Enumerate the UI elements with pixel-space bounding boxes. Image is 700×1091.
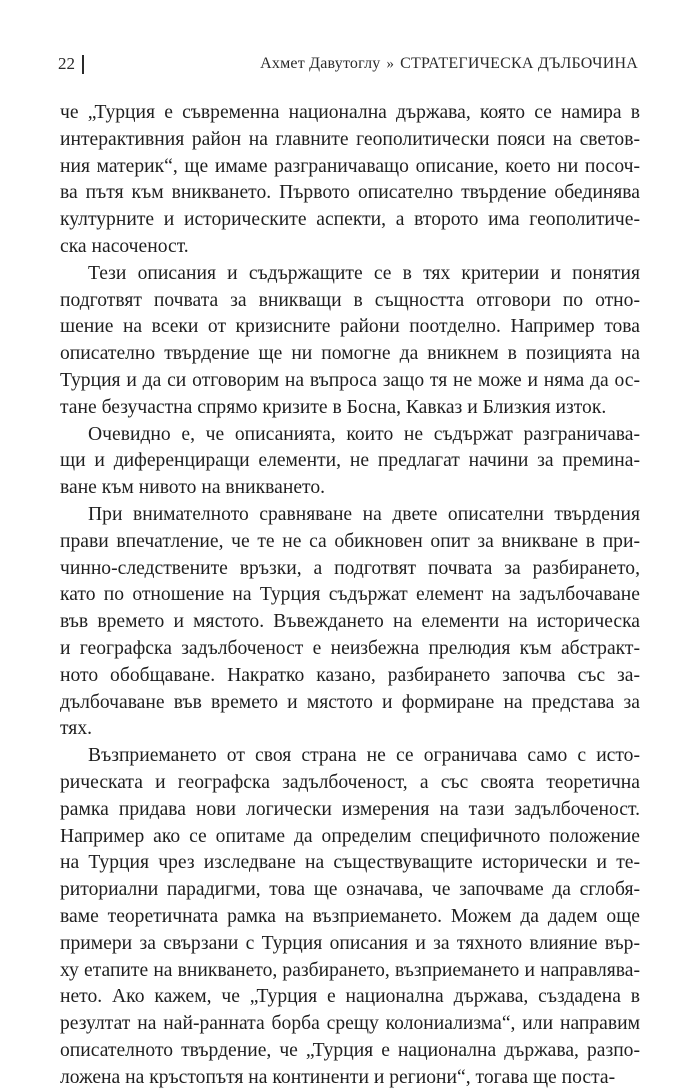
text-line: рамка придава нови логически измерения на тази задълбоченост. (60, 798, 640, 820)
text-line: културните и историческите аспекти, а второто има геополитиче- (60, 209, 640, 231)
text-line: Например ако се опитаме да определим специфичното положение (60, 825, 640, 847)
book-title: СТРАТЕГИЧЕСКА ДЪЛБОЧИНА (400, 55, 638, 72)
text-line: прави впечатление, че те не са обикновен опит за вникване в при- (60, 530, 640, 552)
text-line: Турция и да си отговорим на въпроса защо тя не може и няма да ос- (60, 369, 640, 391)
paragraph (60, 261, 640, 422)
text-line: описателното твърдение, че „Турция е национална държава, разпо- (60, 1039, 640, 1061)
paragraph (60, 502, 640, 743)
text-line: При внимателното сравняване на двете описателни твърдения (88, 503, 640, 525)
text-line: рическата и географска задълбоченост, а със своята теоретична (60, 771, 640, 793)
header-left (58, 54, 84, 74)
text-line: ложена на кръстопътя на континенти и региони“, тогава ще поста- (60, 1066, 616, 1088)
text-line: ху етапите на вникването, разбирането, възприемането и направлява- (60, 959, 640, 981)
author-name: Ахмет Давутоглу (260, 55, 381, 72)
paragraph (60, 100, 640, 261)
text-line: щи и диференциращи елементи, не предлагат начини за премина- (60, 450, 640, 472)
text-line: интерактивния район на главните геополитически пояси на светов- (60, 128, 640, 150)
text-line: тане безучастна спрямо кризите в Босна, Кавказ и Близкия изток. (60, 396, 607, 418)
header-right (260, 55, 638, 73)
text-line: че „Турция е съвременна национална държава, която се намира в (60, 102, 640, 123)
text-line: резултат на най-ранната борба срещу колониализма“, или направим (60, 1013, 640, 1035)
text-line: Очевидно е, че описанията, които не съдържат разграничава- (88, 423, 640, 445)
page-number: 22 (58, 54, 75, 73)
text-line: примери за свързани с Турция описания и за тяхното влияние вър- (60, 932, 640, 954)
text-line: тях. (60, 718, 93, 740)
text-line: ваме теоретичната рамка на възприемането. Можем да дадем още (60, 905, 640, 927)
text-line: шение на всеки от кризисните райони поотделно. Например това (60, 316, 640, 338)
text-line: ното обобщаване. Накратко казано, разбирането започва със за- (60, 664, 640, 686)
paragraph (60, 422, 640, 502)
text-line: като по отношение на Турция съдържат елемент на задълбочаване (60, 584, 640, 606)
text-line: Възприемането от своя страна не се ограничава само с исто- (88, 745, 640, 767)
body-text (60, 100, 640, 1091)
header-separator: » (386, 55, 395, 72)
running-header (58, 52, 638, 76)
text-line: на Турция чрез изследване на съществуващите исторически и те- (60, 852, 640, 874)
paragraph (60, 743, 640, 1091)
text-line: описателно твърдение ще ни помогне да вникнем в позицията на (60, 343, 640, 365)
text-line: във времето и мястото. Въвеждането на елементи на историческа (60, 611, 640, 633)
text-line: ване към нивото на вникването. (60, 477, 326, 499)
text-line: ния материк“, ще имаме разграничаващо описание, което ни посоч- (60, 155, 640, 177)
text-line: риториални парадигми, това ще означава, че започваме да сглобя- (60, 879, 640, 901)
text-line: и географска задълбоченост е неизбежна прелюдия към абстракт- (60, 637, 640, 659)
text-line: Тези описания и съдържащите се в тях критерии и понятия (88, 262, 640, 284)
text-line: чинно-следствените връзки, а подготвят почвата за разбирането, (60, 557, 640, 579)
text-line: нето. Ако кажем, че „Турция е национална държава, създадена в (60, 986, 640, 1008)
text-line: ска насоченост. (60, 235, 189, 257)
text-line: ва пътя към вникването. Първото описателно твърдение обединява (60, 182, 640, 204)
header-divider (82, 55, 84, 74)
text-line: дълбочаване във времето и мястото и формиране на представа за (60, 691, 640, 713)
text-line: подготвят почвата за вникващи в същността отговори по отно- (60, 289, 640, 311)
